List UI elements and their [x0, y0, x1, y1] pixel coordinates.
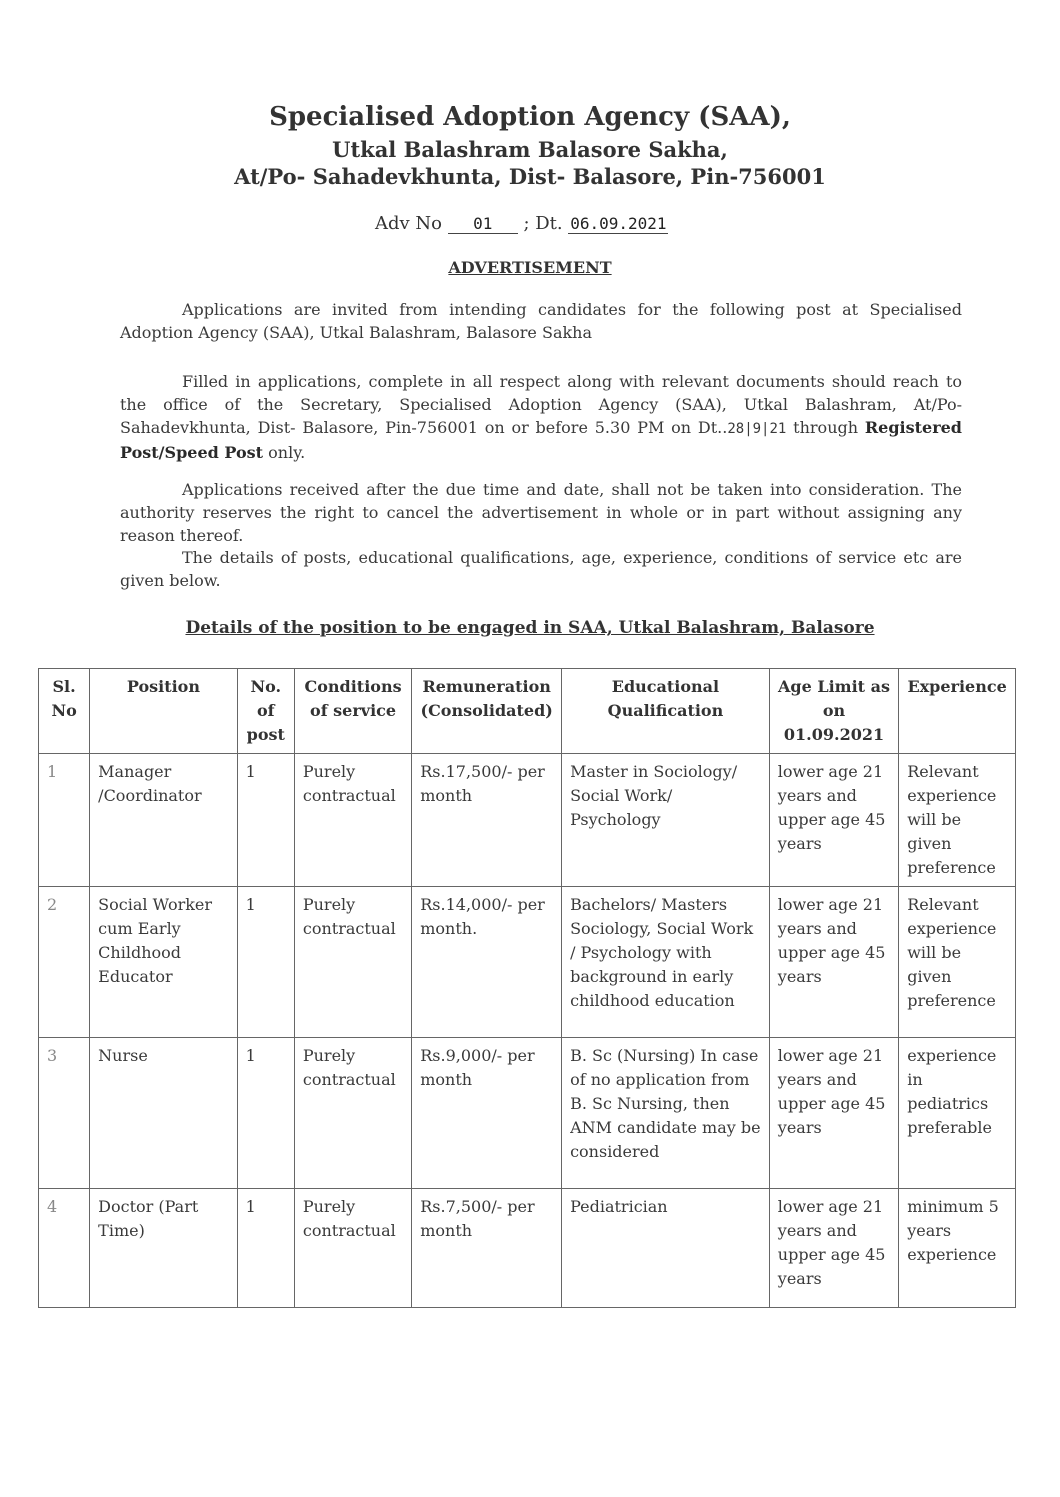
positions-table: [38, 668, 1016, 1308]
cell-qualification: Pediatrician: [562, 1189, 770, 1308]
positions-table-title: Details of the position to be engaged in SAA, Utkal Balashram, Balasore: [185, 618, 875, 638]
cell-sl: 3: [39, 1038, 90, 1189]
cell-posts: 1: [237, 754, 294, 887]
cell-experience: Relevant experience will be given preference: [899, 887, 1016, 1038]
cell-posts: 1: [237, 1189, 294, 1308]
cell-age: lower age 21 years and upper age 45 years: [769, 887, 898, 1038]
cell-remuneration: Rs.14,000/- per month.: [412, 887, 562, 1038]
cell-age: lower age 21 years and upper age 45 years: [769, 1189, 898, 1308]
cell-posts: 1: [237, 1038, 294, 1189]
adv-date-value: 06.09.2021: [570, 214, 667, 233]
cell-sl: 1: [39, 754, 90, 887]
header-sl-no: Sl. No: [39, 669, 90, 754]
table-header-row: [39, 669, 1016, 754]
table-row: [39, 1038, 1016, 1189]
cell-experience: experience in pediatrics preferable: [899, 1038, 1016, 1189]
table-row: [39, 754, 1016, 887]
adv-no-value: 01: [448, 214, 518, 234]
cell-position: Manager /Coordinator: [90, 754, 238, 887]
cell-qualification: B. Sc (Nursing) In case of no application from B. Sc Nursing, then ANM candidate may be considered: [562, 1038, 770, 1189]
cell-position: Doctor (Part Time): [90, 1189, 238, 1308]
cell-qualification: Master in Sociology/ Social Work/ Psychology: [562, 754, 770, 887]
cell-qualification: Bachelors/ Masters Sociology, Social Work / Psychology with background in early childhood education: [562, 887, 770, 1038]
post-mode: Registered Post/Speed Post: [120, 418, 962, 462]
cell-conditions: Purely contractual: [294, 1038, 411, 1189]
cell-conditions: Purely contractual: [294, 1189, 411, 1308]
cell-remuneration: Rs.17,500/- per month: [412, 754, 562, 887]
adv-number-line: [375, 213, 668, 234]
submission-text-end: only.: [263, 443, 306, 462]
submission-text-mid: through: [786, 418, 865, 437]
table-row: [39, 887, 1016, 1038]
submission-text: Filled in applications, complete in all respect along with relevant documents should reach to the office of the Secretary, Specialised Adoption Agency (SAA), Utkal Balashram, At/Po- Sahadevkhunta, Dist- Balasore, Pin-756001 on or before 5.30 PM on Dt..: [120, 372, 962, 437]
header-no-of-post: No. of post: [237, 669, 294, 754]
header-experience: Experience: [899, 669, 1016, 754]
table-row: [39, 1189, 1016, 1308]
cell-remuneration: Rs.7,500/- per month: [412, 1189, 562, 1308]
cell-experience: Relevant experience will be given preference: [899, 754, 1016, 887]
cell-remuneration: Rs.9,000/- per month: [412, 1038, 562, 1189]
cell-conditions: Purely contractual: [294, 754, 411, 887]
late-applications-paragraph: Applications received after the due time and date, shall not be taken into consideration. The authority reserves the right to cancel the advertisement in whole or in part without assigning any reason thereof.: [120, 480, 962, 545]
header-conditions: Conditions of service: [294, 669, 411, 754]
cell-sl: 4: [39, 1189, 90, 1308]
agency-branch: Utkal Balashram Balasore Sakha,: [332, 137, 728, 162]
cell-sl: 2: [39, 887, 90, 1038]
cell-posts: 1: [237, 887, 294, 1038]
cell-experience: minimum 5 years experience: [899, 1189, 1016, 1308]
cell-position: Social Worker cum Early Childhood Educator: [90, 887, 238, 1038]
header-position: Position: [90, 669, 238, 754]
submission-paragraph: [120, 370, 962, 464]
adv-date-label: ; Dt.: [523, 213, 563, 234]
cell-age: lower age 21 years and upper age 45 years: [769, 1038, 898, 1189]
adv-no-label: Adv No: [375, 213, 442, 234]
intro-paragraph: Applications are invited from intending candidates for the following post at Specialised Adoption Agency (SAA), Utkal Balashram, Balasore Sakha: [120, 300, 962, 342]
header-remuneration: Remuneration (Consolidated): [412, 669, 562, 754]
cell-conditions: Purely contractual: [294, 887, 411, 1038]
cell-position: Nurse: [90, 1038, 238, 1189]
cell-age: lower age 21 years and upper age 45 years: [769, 754, 898, 887]
header-age-limit: Age Limit as on 01.09.2021: [769, 669, 898, 754]
agency-address: At/Po- Sahadevkhunta, Dist- Balasore, Pin-756001: [234, 164, 826, 189]
advertisement-heading: ADVERTISEMENT: [448, 258, 612, 277]
last-date-handwritten: 28|9|21: [727, 421, 787, 437]
header-qualification: Educational Qualification: [562, 669, 770, 754]
agency-title: Specialised Adoption Agency (SAA),: [269, 102, 791, 132]
details-paragraph: The details of posts, educational qualifications, age, experience, conditions of service etc are given below.: [120, 548, 962, 590]
